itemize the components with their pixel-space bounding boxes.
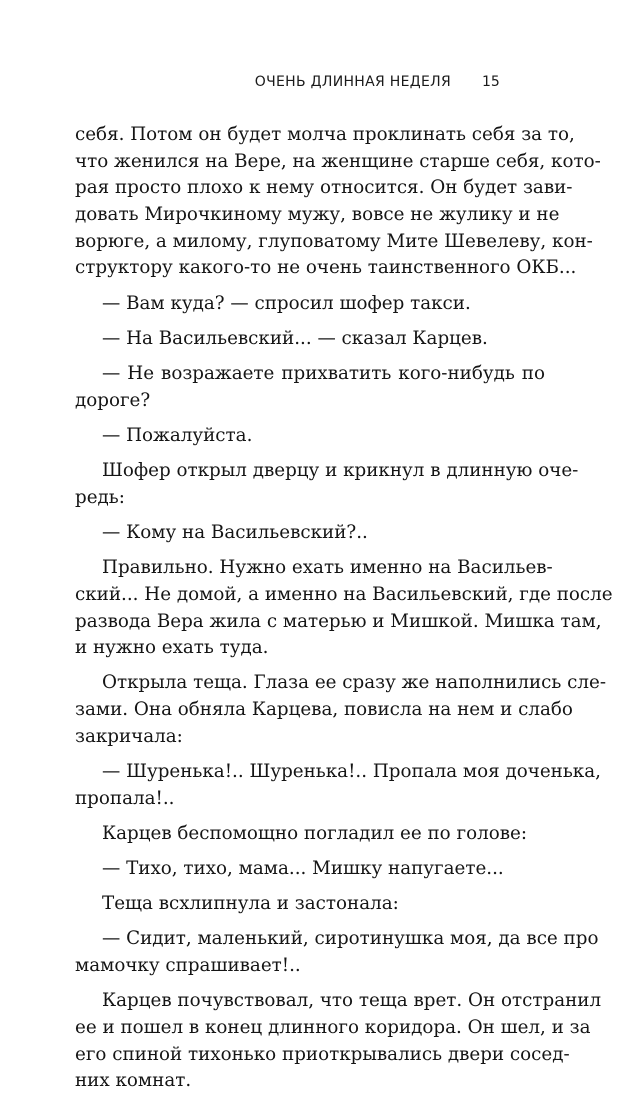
paragraph <box>75 926 599 979</box>
text-line: ворюге, а милому, глуповатому Мите Шевелеву, кон- <box>75 230 593 252</box>
text-line: его спиной тихонько приоткрывались двери сосед- <box>75 1043 570 1065</box>
text-line: Теща всхлипнула и застонала: <box>102 893 399 915</box>
text-line: довать Мирочкиному мужу, вовсе не жулику и не <box>75 204 560 226</box>
text-line: рая просто плохо к нему относится. Он будет зави- <box>75 177 573 199</box>
text-line: Открыла теща. Глаза ее сразу же наполнились сле- <box>102 672 607 694</box>
text-line: них комнат. <box>75 1070 192 1092</box>
paragraph <box>75 423 545 450</box>
body-text <box>75 122 613 1095</box>
paragraph <box>75 458 579 511</box>
text-line: закричала: <box>75 725 183 747</box>
text-line: — Кому на Васильевский?.. <box>102 521 368 543</box>
text-line: — На Васильевский... — сказал Карцев. <box>102 327 488 349</box>
text-line: Правильно. Нужно ехать именно на Васильев- <box>102 557 553 579</box>
text-line: редь: <box>75 486 125 508</box>
running-head <box>0 74 619 96</box>
text-line: Карцев почувствовал, что теща врет. Он отстранил <box>102 990 602 1012</box>
paragraph <box>75 122 601 282</box>
paragraph <box>75 555 613 662</box>
paragraph <box>75 856 545 883</box>
text-line: развода Вера жила с матерью и Мишкой. Мишка там, <box>75 610 602 632</box>
page-number: 15 <box>482 74 500 90</box>
text-line: — Шуренька!.. Шуренька!.. Пропала моя доченька, <box>102 760 601 782</box>
text-line: дороге? <box>75 389 151 411</box>
text-line: ее и пошел в конец длинного коридора. Он шел, и за <box>75 1016 591 1038</box>
text-line: зами. Она обняла Карцева, повисла на нем и слабо <box>75 699 573 721</box>
paragraph <box>75 670 607 750</box>
text-line: — Тихо, тихо, мама... Мишку напугаете... <box>102 858 504 879</box>
text-line: пропала!.. <box>75 787 175 809</box>
text-line: — Пожалуйста. <box>102 424 253 446</box>
text-line: ский... Не домой, а именно на Васильевский, где после <box>75 583 613 605</box>
text-line: — Сидит, маленький, сиротинушка моя, да все про <box>102 928 599 950</box>
text-line: — Не возражаете прихватить кого-нибудь по <box>102 363 545 384</box>
text-line: мамочку спрашивает!.. <box>75 955 301 977</box>
paragraph <box>75 759 601 812</box>
text-line: Карцев беспомощно погладил ее по голове: <box>102 822 527 844</box>
running-title: ОЧЕНЬ ДЛИННАЯ НЕДЕЛЯ <box>254 74 451 90</box>
text-line: — Вам куда? — спросил шофер такси. <box>102 292 471 314</box>
paragraph <box>75 988 602 1095</box>
paragraph <box>75 891 545 918</box>
text-line: и нужно ехать туда. <box>75 637 269 659</box>
text-line: что женился на Вере, на женщине старше себя, кото- <box>75 150 601 172</box>
text-line: себя. Потом он будет молча проклинать себя за то, <box>75 124 575 145</box>
text-line: структору какого-то не очень таинственного ОКБ... <box>75 257 577 279</box>
paragraph <box>75 291 545 318</box>
paragraph <box>75 520 545 547</box>
text-line: Шофер открыл дверцу и крикнул в длинную оче- <box>102 460 579 482</box>
paragraph <box>75 326 545 353</box>
paragraph <box>75 821 545 848</box>
paragraph <box>75 361 545 414</box>
